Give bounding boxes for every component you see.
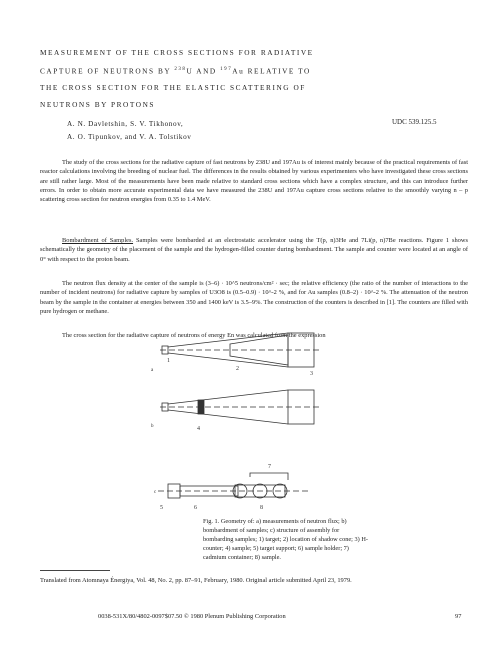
label-3: 3 xyxy=(310,371,313,377)
label-5: 5 xyxy=(160,505,163,511)
isotope-mass-197: 197 xyxy=(220,67,233,72)
label-6: 6 xyxy=(194,505,197,511)
sample-shape xyxy=(198,400,204,414)
expression-paragraph: The cross section for the radiative capture of neutrons of energy En was calculated from the expression xyxy=(62,332,326,339)
label-4: 4 xyxy=(197,426,200,432)
isotope-mass-238: 238 xyxy=(174,67,187,72)
intro-paragraph: The study of the cross sections for the radiative capture of fast neutrons by 238U and 197Au is of interest mainly because of the practical requirements of fast reactor calculations involving the breeding of nuclear fuel. The differences in the results obtained by various experimenters who have investigated these cross sections are still rather large. Most of the measurements have been made relative to standard cross sections which have a complex structure, and this can introduce further errors. In order to obtain more accurate experimental data we have measured the 238U and 197Au capture cross sections relative to the smoothly varying n – p scattering cross section for neutron energies from 0.35 to 1.4 MeV. xyxy=(40,159,468,204)
label-7: 7 xyxy=(268,464,271,470)
flux-paragraph: The neutron flux density at the center of the sample is (3–6) · 10^5 neutrons/cm² · sec; the relative efficiency (the ratio of the number of interactions to the number of incident neutrons) for radiative capture by samples of U3O8 is (0.5–0.9) · 10^-2 %, and for Au samples (0.8–2) · 10^-2 %. The attenuation of the neutron beam by the sample in the container at energies between 350 and 1400 keV is 3.5–9%. The construction of the counters is described in [1]. The counters are filled with pure hydrogen or methane. xyxy=(40,280,468,315)
title-line-2: CAPTURE OF NEUTRONS BY $^{238}$U AND $^{197}$Au RELATIVE TO xyxy=(40,66,311,76)
title-line-4: NEUTRONS BY PROTONS xyxy=(40,100,155,110)
diagram-b xyxy=(160,390,320,424)
label-1: 1 xyxy=(167,358,170,364)
author-list xyxy=(67,118,191,143)
bombardment-paragraph: Bombardment of Samples. Samples were bombarded at an electrostatic accelerator using the T(p, n)3He and 7Li(p, n)7Be reactions. Figure 1 shows schematically the geometry of the placement of the sample and the hydrogen-filled counter during bombardment. The sample and counter were located at an angle of 0° with respect to the proton beam. xyxy=(40,237,468,263)
copyright-line: 0038-531X/80/4802-0097$07.50 © 1980 Plenum Publishing Corporation xyxy=(98,613,286,620)
label-8: 8 xyxy=(260,505,263,511)
article-title xyxy=(40,44,370,113)
figure-geometry-diagram xyxy=(120,315,350,515)
title-line-3: THE CROSS SECTION FOR THE ELASTIC SCATTERING OF xyxy=(40,83,306,93)
authors-line-2: A. O. Tipunkov, and V. A. Tolstikov xyxy=(67,132,192,141)
figure-caption: Fig. 1. Geometry of: a) measurements of neutron flux; b) bombardment of samples; c) structure of assembly for bombarding samples; 1) target; 2) location of shadow cone; 3) H-counter; 4) sample; 5) target support; 6) sample holder; 7) cadmium container; 8) sample. xyxy=(203,518,368,561)
label-b: b xyxy=(151,424,154,429)
label-c: c xyxy=(154,490,157,495)
page-number: 97 xyxy=(455,613,462,620)
label-2: 2 xyxy=(236,366,239,372)
footnote-divider xyxy=(40,570,110,571)
diagram-a xyxy=(160,333,320,367)
footnote: Translated from Atomnaya Énergiya, Vol. 48, No. 2, pp. 87–91, February, 1980. Original article submitted April 23, 1979. xyxy=(40,577,352,584)
label-a: a xyxy=(151,368,154,373)
authors-line-1: A. N. Davletshin, S. V. Tikhonov, xyxy=(67,120,184,128)
udc-code: UDC 539.125.5 xyxy=(392,118,437,126)
section-heading: Bombardment of Samples. xyxy=(62,237,134,244)
diagram-c xyxy=(158,473,310,498)
title-line-1: MEASUREMENT OF THE CROSS SECTIONS FOR RADIATIVE xyxy=(40,48,314,57)
